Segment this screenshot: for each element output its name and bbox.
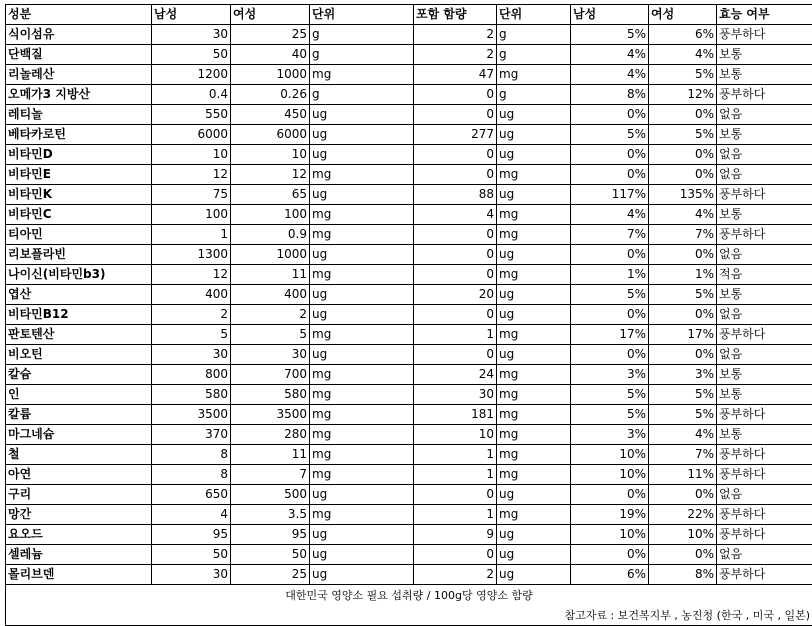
- cell-nutrient[interactable]: 인: [6, 385, 152, 405]
- cell-nutrient[interactable]: 비타민E: [6, 165, 152, 185]
- cell-intake-unit[interactable]: mg: [310, 205, 414, 225]
- cell-nutrient[interactable]: 아연: [6, 465, 152, 485]
- cell-content-unit[interactable]: ug: [497, 285, 571, 305]
- table-row: [6, 365, 812, 385]
- cell-nutrient[interactable]: 요오드: [6, 525, 152, 545]
- cell-female-percent[interactable]: 5%: [649, 385, 717, 405]
- cell-content-unit[interactable]: ug: [497, 125, 571, 145]
- table-row: [6, 445, 812, 465]
- cell-male-intake[interactable]: 5: [152, 325, 231, 345]
- cell-female-intake[interactable]: 400: [231, 285, 310, 305]
- cell-content[interactable]: 0: [414, 105, 497, 125]
- cell-male-percent[interactable]: 3%: [571, 425, 649, 445]
- cell-efficacy[interactable]: 보통: [717, 205, 812, 225]
- cell-intake-unit[interactable]: ug: [310, 305, 414, 325]
- cell-male-intake[interactable]: 50: [152, 45, 231, 65]
- cell-female-percent[interactable]: 5%: [649, 125, 717, 145]
- cell-male-percent[interactable]: 117%: [571, 185, 649, 205]
- cell-female-intake[interactable]: 280: [231, 425, 310, 445]
- cell-efficacy[interactable]: 풍부하다: [717, 465, 812, 485]
- table-row: [6, 485, 812, 505]
- cell-intake-unit[interactable]: mg: [310, 425, 414, 445]
- cell-content[interactable]: 0: [414, 345, 497, 365]
- cell-female-percent[interactable]: 0%: [649, 105, 717, 125]
- cell-content-unit[interactable]: mg: [497, 505, 571, 525]
- cell-content[interactable]: 1: [414, 445, 497, 465]
- cell-female-intake[interactable]: 95: [231, 525, 310, 545]
- cell-male-percent[interactable]: 7%: [571, 225, 649, 245]
- cell-nutrient[interactable]: 나이신(비타민b3): [6, 265, 152, 285]
- table-row: [6, 285, 812, 305]
- cell-nutrient[interactable]: 비타민C: [6, 205, 152, 225]
- cell-female-percent[interactable]: 7%: [649, 225, 717, 245]
- cell-female-intake[interactable]: 65: [231, 185, 310, 205]
- cell-efficacy[interactable]: 없음: [717, 165, 812, 185]
- cell-content[interactable]: 2: [414, 565, 497, 585]
- cell-content[interactable]: 277: [414, 125, 497, 145]
- cell-female-percent[interactable]: 1%: [649, 265, 717, 285]
- cell-content-unit[interactable]: mg: [497, 465, 571, 485]
- cell-male-intake[interactable]: 580: [152, 385, 231, 405]
- cell-efficacy[interactable]: 보통: [717, 365, 812, 385]
- cell-efficacy[interactable]: 보통: [717, 125, 812, 145]
- footer-title-row: [6, 585, 812, 606]
- cell-intake-unit[interactable]: g: [310, 45, 414, 65]
- cell-efficacy[interactable]: 풍부하다: [717, 445, 812, 465]
- cell-female-intake[interactable]: 3.5: [231, 505, 310, 525]
- cell-intake-unit[interactable]: ug: [310, 525, 414, 545]
- cell-intake-unit[interactable]: ug: [310, 345, 414, 365]
- cell-female-intake[interactable]: 500: [231, 485, 310, 505]
- cell-intake-unit[interactable]: ug: [310, 245, 414, 265]
- cell-female-intake[interactable]: 25: [231, 565, 310, 585]
- table-row: [6, 385, 812, 405]
- cell-efficacy[interactable]: 없음: [717, 245, 812, 265]
- cell-efficacy[interactable]: 보통: [717, 65, 812, 85]
- table-row: [6, 105, 812, 125]
- cell-content[interactable]: 30: [414, 385, 497, 405]
- cell-female-percent[interactable]: 4%: [649, 425, 717, 445]
- cell-male-percent[interactable]: 5%: [571, 385, 649, 405]
- header-content[interactable]: 포함 함량: [414, 5, 497, 25]
- cell-intake-unit[interactable]: mg: [310, 445, 414, 465]
- cell-intake-unit[interactable]: mg: [310, 505, 414, 525]
- cell-efficacy[interactable]: 풍부하다: [717, 565, 812, 585]
- cell-nutrient[interactable]: 오메가3 지방산: [6, 85, 152, 105]
- table-row: [6, 465, 812, 485]
- nutrient-table: [5, 4, 812, 626]
- cell-female-percent[interactable]: 135%: [649, 185, 717, 205]
- footer-title: 대한민국 영양소 필요 섭취량 / 100g당 영양소 함량: [6, 585, 812, 606]
- table-row: [6, 225, 812, 245]
- cell-efficacy[interactable]: 풍부하다: [717, 525, 812, 545]
- cell-efficacy[interactable]: 보통: [717, 385, 812, 405]
- cell-female-percent[interactable]: 4%: [649, 205, 717, 225]
- cell-intake-unit[interactable]: mg: [310, 405, 414, 425]
- header-nutrient[interactable]: 성분: [6, 5, 152, 25]
- nutrient-sheet: [5, 4, 812, 626]
- cell-content-unit[interactable]: mg: [497, 325, 571, 345]
- cell-nutrient[interactable]: 비타민D: [6, 145, 152, 165]
- cell-efficacy[interactable]: 없음: [717, 345, 812, 365]
- table-row: [6, 325, 812, 345]
- cell-nutrient[interactable]: 베타카로틴: [6, 125, 152, 145]
- footer-source: 참고자료 : 보건복지부 , 농진청 (한국 , 미국 , 일본): [6, 605, 812, 626]
- table-row: [6, 265, 812, 285]
- cell-male-intake[interactable]: 1200: [152, 65, 231, 85]
- cell-content-unit[interactable]: mg: [497, 405, 571, 425]
- cell-male-intake[interactable]: 800: [152, 365, 231, 385]
- cell-intake-unit[interactable]: ug: [310, 105, 414, 125]
- cell-nutrient[interactable]: 티아민: [6, 225, 152, 245]
- cell-female-intake[interactable]: 12: [231, 165, 310, 185]
- cell-female-percent[interactable]: 17%: [649, 325, 717, 345]
- cell-male-intake[interactable]: 12: [152, 165, 231, 185]
- cell-content-unit[interactable]: mg: [497, 205, 571, 225]
- cell-female-percent[interactable]: 11%: [649, 465, 717, 485]
- cell-male-percent[interactable]: 5%: [571, 25, 649, 45]
- cell-nutrient[interactable]: 망간: [6, 505, 152, 525]
- cell-male-percent[interactable]: 5%: [571, 125, 649, 145]
- cell-content-unit[interactable]: ug: [497, 105, 571, 125]
- cell-male-percent[interactable]: 10%: [571, 525, 649, 545]
- header-content-unit[interactable]: 단위: [497, 5, 571, 25]
- cell-content[interactable]: 2: [414, 45, 497, 65]
- cell-male-intake[interactable]: 370: [152, 425, 231, 445]
- cell-efficacy[interactable]: 풍부하다: [717, 85, 812, 105]
- cell-male-percent[interactable]: 0%: [571, 145, 649, 165]
- cell-efficacy[interactable]: 보통: [717, 285, 812, 305]
- table-row: [6, 425, 812, 445]
- cell-efficacy[interactable]: 보통: [717, 425, 812, 445]
- table-row: [6, 505, 812, 525]
- cell-efficacy[interactable]: 없음: [717, 545, 812, 565]
- table-row: [6, 125, 812, 145]
- cell-intake-unit[interactable]: mg: [310, 65, 414, 85]
- cell-female-percent[interactable]: 7%: [649, 445, 717, 465]
- cell-male-intake[interactable]: 12: [152, 265, 231, 285]
- cell-nutrient[interactable]: 리놀레산: [6, 65, 152, 85]
- cell-male-intake[interactable]: 1300: [152, 245, 231, 265]
- cell-female-intake[interactable]: 5: [231, 325, 310, 345]
- cell-male-percent[interactable]: 1%: [571, 265, 649, 285]
- cell-male-intake[interactable]: 8: [152, 465, 231, 485]
- cell-female-intake[interactable]: 1000: [231, 245, 310, 265]
- cell-efficacy[interactable]: 없음: [717, 105, 812, 125]
- cell-male-percent[interactable]: 0%: [571, 245, 649, 265]
- cell-content[interactable]: 2: [414, 25, 497, 45]
- cell-efficacy[interactable]: 풍부하다: [717, 25, 812, 45]
- cell-female-percent[interactable]: 0%: [649, 485, 717, 505]
- cell-nutrient[interactable]: 몰리브덴: [6, 565, 152, 585]
- cell-female-percent[interactable]: 4%: [649, 45, 717, 65]
- table-row: [6, 245, 812, 265]
- cell-male-percent[interactable]: 10%: [571, 445, 649, 465]
- cell-male-intake[interactable]: 6000: [152, 125, 231, 145]
- cell-female-intake[interactable]: 11: [231, 445, 310, 465]
- cell-male-percent[interactable]: 0%: [571, 345, 649, 365]
- cell-female-intake[interactable]: 0.26: [231, 85, 310, 105]
- cell-female-percent[interactable]: 22%: [649, 505, 717, 525]
- cell-content-unit[interactable]: g: [497, 45, 571, 65]
- cell-male-percent[interactable]: 0%: [571, 545, 649, 565]
- header-row: [6, 5, 812, 25]
- header-intake-unit[interactable]: 단위: [310, 5, 414, 25]
- cell-male-intake[interactable]: 4: [152, 505, 231, 525]
- cell-content[interactable]: 1: [414, 325, 497, 345]
- cell-intake-unit[interactable]: mg: [310, 265, 414, 285]
- cell-nutrient[interactable]: 판토텐산: [6, 325, 152, 345]
- cell-efficacy[interactable]: 없음: [717, 145, 812, 165]
- cell-nutrient[interactable]: 비타민B12: [6, 305, 152, 325]
- cell-female-intake[interactable]: 11: [231, 265, 310, 285]
- cell-content[interactable]: 0: [414, 85, 497, 105]
- cell-content-unit[interactable]: mg: [497, 445, 571, 465]
- cell-female-intake[interactable]: 0.9: [231, 225, 310, 245]
- cell-female-intake[interactable]: 50: [231, 545, 310, 565]
- cell-intake-unit[interactable]: ug: [310, 485, 414, 505]
- cell-female-intake[interactable]: 700: [231, 365, 310, 385]
- cell-nutrient[interactable]: 리보플라빈: [6, 245, 152, 265]
- cell-male-intake[interactable]: 1: [152, 225, 231, 245]
- cell-intake-unit[interactable]: mg: [310, 165, 414, 185]
- cell-content[interactable]: 88: [414, 185, 497, 205]
- cell-intake-unit[interactable]: mg: [310, 365, 414, 385]
- cell-content[interactable]: 1: [414, 505, 497, 525]
- cell-content-unit[interactable]: g: [497, 25, 571, 45]
- cell-male-percent[interactable]: 4%: [571, 45, 649, 65]
- cell-male-percent[interactable]: 4%: [571, 205, 649, 225]
- cell-content-unit[interactable]: ug: [497, 345, 571, 365]
- cell-female-intake[interactable]: 2: [231, 305, 310, 325]
- table-row: [6, 185, 812, 205]
- cell-content[interactable]: 0: [414, 225, 497, 245]
- cell-efficacy[interactable]: 적음: [717, 265, 812, 285]
- cell-male-intake[interactable]: 650: [152, 485, 231, 505]
- cell-content[interactable]: 0: [414, 265, 497, 285]
- cell-efficacy[interactable]: 없음: [717, 485, 812, 505]
- cell-male-percent[interactable]: 6%: [571, 565, 649, 585]
- cell-content-unit[interactable]: mg: [497, 385, 571, 405]
- table-row: [6, 85, 812, 105]
- cell-content-unit[interactable]: ug: [497, 185, 571, 205]
- cell-intake-unit[interactable]: mg: [310, 225, 414, 245]
- cell-female-percent[interactable]: 5%: [649, 405, 717, 425]
- cell-female-intake[interactable]: 30: [231, 345, 310, 365]
- cell-male-intake[interactable]: 30: [152, 345, 231, 365]
- cell-efficacy[interactable]: 풍부하다: [717, 325, 812, 345]
- cell-intake-unit[interactable]: ug: [310, 565, 414, 585]
- cell-nutrient[interactable]: 칼륨: [6, 405, 152, 425]
- cell-content[interactable]: 0: [414, 245, 497, 265]
- table-row: [6, 405, 812, 425]
- cell-female-percent[interactable]: 5%: [649, 285, 717, 305]
- cell-content-unit[interactable]: mg: [497, 165, 571, 185]
- cell-female-percent[interactable]: 12%: [649, 85, 717, 105]
- cell-intake-unit[interactable]: mg: [310, 325, 414, 345]
- cell-intake-unit[interactable]: ug: [310, 145, 414, 165]
- cell-nutrient[interactable]: 칼슘: [6, 365, 152, 385]
- cell-female-intake[interactable]: 100: [231, 205, 310, 225]
- cell-male-percent[interactable]: 0%: [571, 485, 649, 505]
- cell-female-intake[interactable]: 7: [231, 465, 310, 485]
- cell-male-intake[interactable]: 2: [152, 305, 231, 325]
- cell-nutrient[interactable]: 철: [6, 445, 152, 465]
- cell-male-percent[interactable]: 5%: [571, 405, 649, 425]
- cell-content-unit[interactable]: ug: [497, 245, 571, 265]
- cell-content-unit[interactable]: mg: [497, 225, 571, 245]
- cell-efficacy[interactable]: 풍부하다: [717, 505, 812, 525]
- table-row: [6, 545, 812, 565]
- cell-content[interactable]: 0: [414, 165, 497, 185]
- cell-content-unit[interactable]: ug: [497, 545, 571, 565]
- cell-content-unit[interactable]: mg: [497, 265, 571, 285]
- cell-nutrient[interactable]: 엽산: [6, 285, 152, 305]
- header-male-intake[interactable]: 남성: [152, 5, 231, 25]
- cell-content-unit[interactable]: ug: [497, 565, 571, 585]
- cell-male-intake[interactable]: 95: [152, 525, 231, 545]
- cell-content-unit[interactable]: ug: [497, 145, 571, 165]
- cell-male-intake[interactable]: 30: [152, 565, 231, 585]
- cell-nutrient[interactable]: 비오틴: [6, 345, 152, 365]
- cell-male-intake[interactable]: 400: [152, 285, 231, 305]
- cell-content[interactable]: 181: [414, 405, 497, 425]
- cell-nutrient[interactable]: 마그네슘: [6, 425, 152, 445]
- cell-content[interactable]: 10: [414, 425, 497, 445]
- cell-female-intake[interactable]: 3500: [231, 405, 310, 425]
- cell-female-percent[interactable]: 8%: [649, 565, 717, 585]
- cell-male-percent[interactable]: 5%: [571, 285, 649, 305]
- cell-content-unit[interactable]: g: [497, 85, 571, 105]
- cell-female-intake[interactable]: 40: [231, 45, 310, 65]
- cell-content-unit[interactable]: ug: [497, 525, 571, 545]
- cell-female-percent[interactable]: 10%: [649, 525, 717, 545]
- cell-content[interactable]: 24: [414, 365, 497, 385]
- cell-nutrient[interactable]: 레티놀: [6, 105, 152, 125]
- header-female-percent[interactable]: 여성: [649, 5, 717, 25]
- cell-content[interactable]: 47: [414, 65, 497, 85]
- cell-female-intake[interactable]: 580: [231, 385, 310, 405]
- cell-nutrient[interactable]: 비타민K: [6, 185, 152, 205]
- cell-female-percent[interactable]: 6%: [649, 25, 717, 45]
- table-row: [6, 305, 812, 325]
- cell-male-percent[interactable]: 10%: [571, 465, 649, 485]
- cell-content[interactable]: 20: [414, 285, 497, 305]
- cell-male-percent[interactable]: 0%: [571, 165, 649, 185]
- cell-male-intake[interactable]: 30: [152, 25, 231, 45]
- cell-male-intake[interactable]: 8: [152, 445, 231, 465]
- cell-female-intake[interactable]: 25: [231, 25, 310, 45]
- cell-content[interactable]: 9: [414, 525, 497, 545]
- cell-male-intake[interactable]: 50: [152, 545, 231, 565]
- header-efficacy[interactable]: 효능 여부: [717, 5, 812, 25]
- cell-intake-unit[interactable]: g: [310, 85, 414, 105]
- cell-male-percent[interactable]: 0%: [571, 105, 649, 125]
- cell-intake-unit[interactable]: ug: [310, 285, 414, 305]
- table-row: [6, 145, 812, 165]
- cell-intake-unit[interactable]: ug: [310, 545, 414, 565]
- table-row: [6, 65, 812, 85]
- header-male-percent[interactable]: 남성: [571, 5, 649, 25]
- cell-content[interactable]: 0: [414, 305, 497, 325]
- cell-content-unit[interactable]: ug: [497, 485, 571, 505]
- cell-intake-unit[interactable]: mg: [310, 385, 414, 405]
- cell-intake-unit[interactable]: mg: [310, 465, 414, 485]
- cell-male-intake[interactable]: 10: [152, 145, 231, 165]
- table-row: [6, 45, 812, 65]
- cell-efficacy[interactable]: 풍부하다: [717, 185, 812, 205]
- table-row: [6, 525, 812, 545]
- cell-female-intake[interactable]: 10: [231, 145, 310, 165]
- table-row: [6, 565, 812, 585]
- table-row: [6, 345, 812, 365]
- cell-male-intake[interactable]: 75: [152, 185, 231, 205]
- cell-efficacy[interactable]: 없음: [717, 305, 812, 325]
- cell-nutrient[interactable]: 식이섬유: [6, 25, 152, 45]
- cell-content-unit[interactable]: mg: [497, 65, 571, 85]
- cell-content[interactable]: 4: [414, 205, 497, 225]
- table-row: [6, 25, 812, 45]
- cell-content[interactable]: 0: [414, 485, 497, 505]
- cell-efficacy[interactable]: 보통: [717, 45, 812, 65]
- cell-nutrient[interactable]: 구리: [6, 485, 152, 505]
- table-row: [6, 205, 812, 225]
- cell-nutrient[interactable]: 셀레늄: [6, 545, 152, 565]
- cell-content[interactable]: 0: [414, 545, 497, 565]
- cell-intake-unit[interactable]: g: [310, 25, 414, 45]
- cell-male-percent[interactable]: 4%: [571, 65, 649, 85]
- cell-efficacy[interactable]: 풍부하다: [717, 225, 812, 245]
- header-female-intake[interactable]: 여성: [231, 5, 310, 25]
- cell-male-percent[interactable]: 3%: [571, 365, 649, 385]
- cell-female-percent[interactable]: 0%: [649, 165, 717, 185]
- cell-male-percent[interactable]: 8%: [571, 85, 649, 105]
- cell-content-unit[interactable]: mg: [497, 365, 571, 385]
- footer-source-row: [6, 605, 812, 626]
- table-row: [6, 165, 812, 185]
- cell-nutrient[interactable]: 단백질: [6, 45, 152, 65]
- cell-male-percent[interactable]: 0%: [571, 305, 649, 325]
- cell-content[interactable]: 0: [414, 145, 497, 165]
- cell-female-percent[interactable]: 0%: [649, 545, 717, 565]
- cell-female-percent[interactable]: 0%: [649, 305, 717, 325]
- cell-female-percent[interactable]: 5%: [649, 65, 717, 85]
- cell-female-percent[interactable]: 3%: [649, 365, 717, 385]
- cell-female-intake[interactable]: 1000: [231, 65, 310, 85]
- cell-female-percent[interactable]: 0%: [649, 145, 717, 165]
- cell-efficacy[interactable]: 풍부하다: [717, 405, 812, 425]
- cell-content[interactable]: 1: [414, 465, 497, 485]
- cell-female-percent[interactable]: 0%: [649, 245, 717, 265]
- cell-content-unit[interactable]: mg: [497, 425, 571, 445]
- cell-male-intake[interactable]: 100: [152, 205, 231, 225]
- cell-intake-unit[interactable]: ug: [310, 125, 414, 145]
- cell-intake-unit[interactable]: ug: [310, 185, 414, 205]
- cell-content-unit[interactable]: ug: [497, 305, 571, 325]
- cell-male-intake[interactable]: 3500: [152, 405, 231, 425]
- cell-male-intake[interactable]: 550: [152, 105, 231, 125]
- cell-male-intake[interactable]: 0.4: [152, 85, 231, 105]
- cell-female-percent[interactable]: 0%: [649, 345, 717, 365]
- cell-male-percent[interactable]: 17%: [571, 325, 649, 345]
- cell-female-intake[interactable]: 6000: [231, 125, 310, 145]
- cell-male-percent[interactable]: 19%: [571, 505, 649, 525]
- cell-female-intake[interactable]: 450: [231, 105, 310, 125]
